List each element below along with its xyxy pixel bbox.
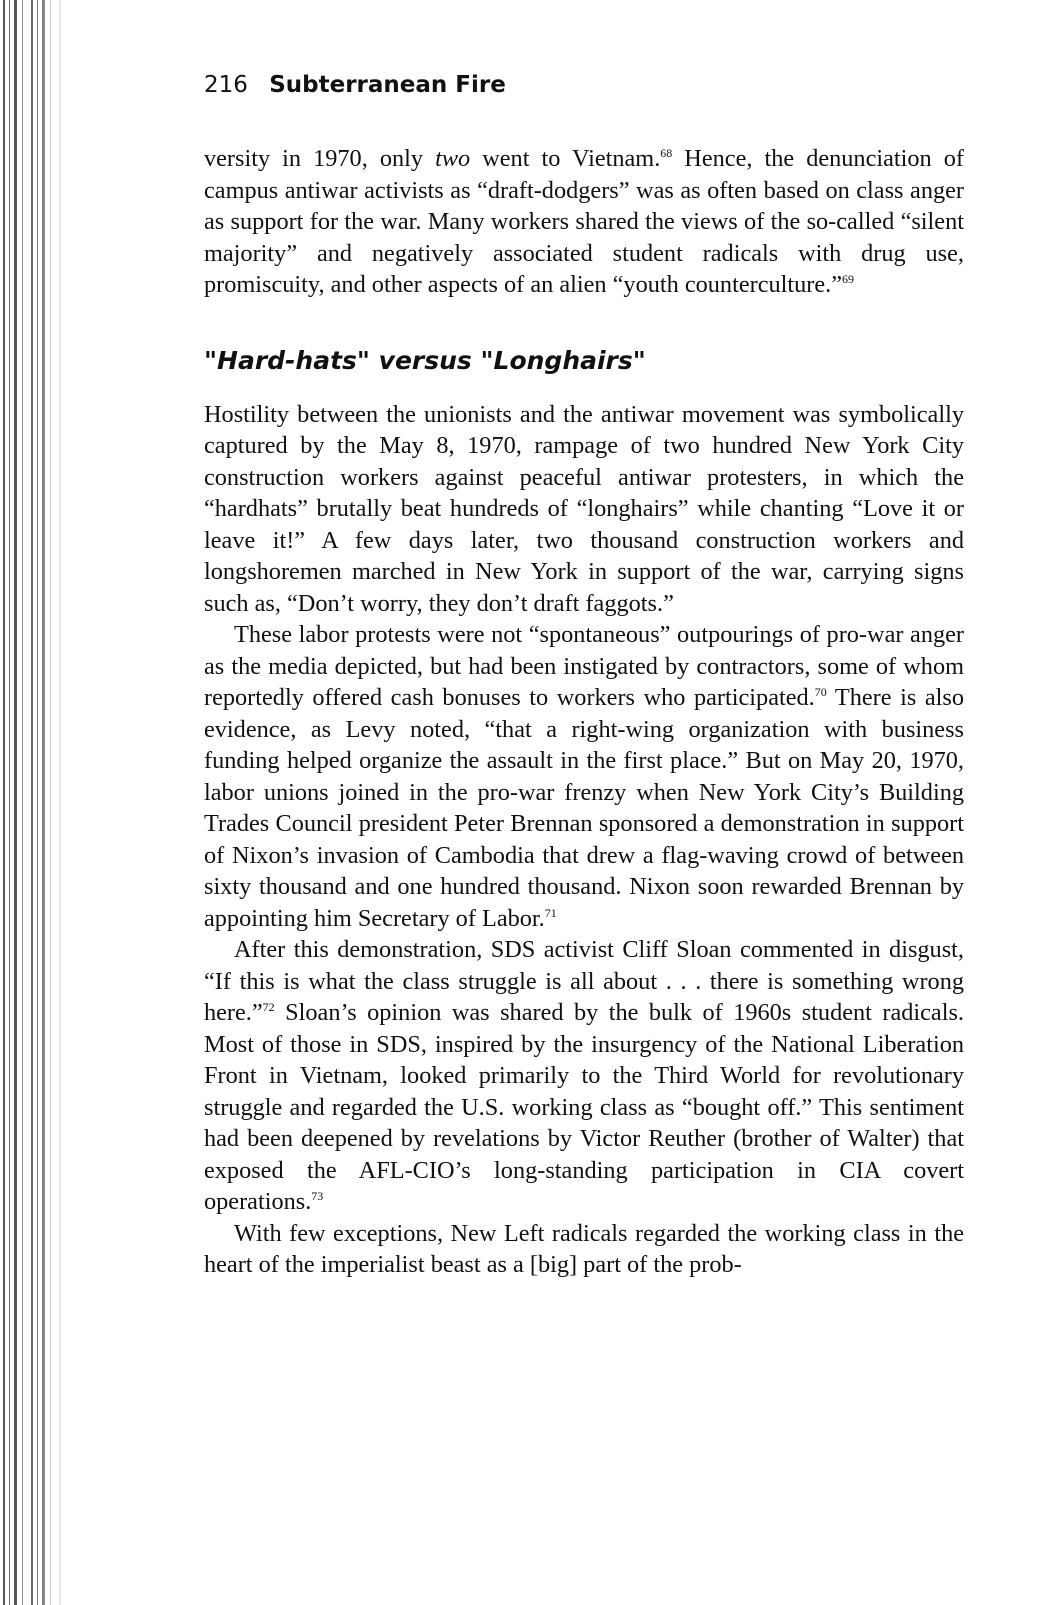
- paragraph-few-exceptions-text: With few exceptions, New Left radicals regarded the working class in the heart of the imperialist beast as a [big] part of the prob-: [204, 1219, 964, 1278]
- section-heading: "Hard-hats" versus "Longhairs": [204, 345, 646, 375]
- paragraph-few-exceptions: [204, 1218, 964, 1281]
- footnote-ref-72: 72: [262, 1000, 275, 1014]
- paragraph-labor-protests-text-b: There is also evidence, as Levy noted, “that a right-wing organization with business funding helped organize the assault in the first place.” But on May 20, 1970, labor unions joined in the pro-war frenzy when New York City’s Building Trades Council president Peter Brennan sponsored a demonstration in support of Nixon’s invasion of Cambodia that drew a flag-waving crowd of between sixty thousand and one hundred thousand. Nixon soon rewarded Brennan by appointing him Secretary of Labor.: [204, 684, 965, 932]
- footnote-ref-69: 69: [842, 272, 855, 286]
- paragraph-after-demonstration-text-a: After this demonstration, SDS activist Cliff Sloan commented in disgust, “If this is what the class struggle is all about . . . there is something wrong here.”: [204, 936, 964, 1026]
- page-body: [204, 143, 964, 1281]
- page-number: 216: [204, 72, 248, 98]
- paragraph-labor-protests: [204, 619, 964, 934]
- running-head: [204, 72, 506, 98]
- footnote-ref-68: 68: [660, 146, 673, 160]
- paragraph-after-demonstration: [204, 934, 964, 1218]
- footnote-ref-70: 70: [814, 685, 827, 699]
- book-title: Subterranean Fire: [269, 72, 506, 98]
- emphasis-two: two: [435, 145, 471, 172]
- binding-shadow: [0, 0, 64, 1605]
- carryover-paragraph: [204, 143, 964, 301]
- carryover-text-mid: went to Vietnam.: [470, 145, 661, 172]
- carryover-text-rest: Hence, the denunciation of campus antiwar activists as “draft-dodgers” was as often based on class anger as support for the war. Many workers shared the views of the so-called “silent majority” and negatively associated student radicals with drug use, promiscuity, and other aspects of an alien “youth counterculture.”: [204, 145, 964, 298]
- footnote-ref-71: 71: [544, 905, 557, 920]
- paragraph-hostility-text: Hostility between the unionists and the antiwar movement was symbolically captured by the May 8, 1970, rampage of two hundred New York City construction workers against peaceful antiwar protesters, in which the “hardhats” brutally beat hundreds of “longhairs” while chanting “Love it or leave it!” A few days later, two thousand construction workers and longshoremen marched in New York in support of the war, carrying signs such as, “Don’t worry, they don’t draft faggots.”: [204, 400, 964, 617]
- paragraph-labor-protests-text-a: These labor protests were not “spontaneous” outpourings of pro-war anger as the media depicted, but had been instigated by contractors, some of whom reportedly offered cash bonuses to workers who participated.: [204, 621, 964, 711]
- paragraph-hostility: [204, 399, 964, 620]
- footnote-ref-73: 73: [311, 1189, 324, 1203]
- carryover-text-start: versity in 1970, only: [204, 145, 436, 172]
- paragraph-after-demonstration-text-b: Sloan’s opinion was shared by the bulk of 1960s student radicals. Most of those in SDS, inspired by the insurgency of the National Liberation Front in Vietnam, looked primarily to the Third World for revolutionary struggle and regarded the U.S. working class as “bought off.” This sentiment had been deepened by revelations by Victor Reuther (brother of Walter) that exposed the AFL-CIO’s long-standing participation in CIA covert operations.: [204, 999, 964, 1215]
